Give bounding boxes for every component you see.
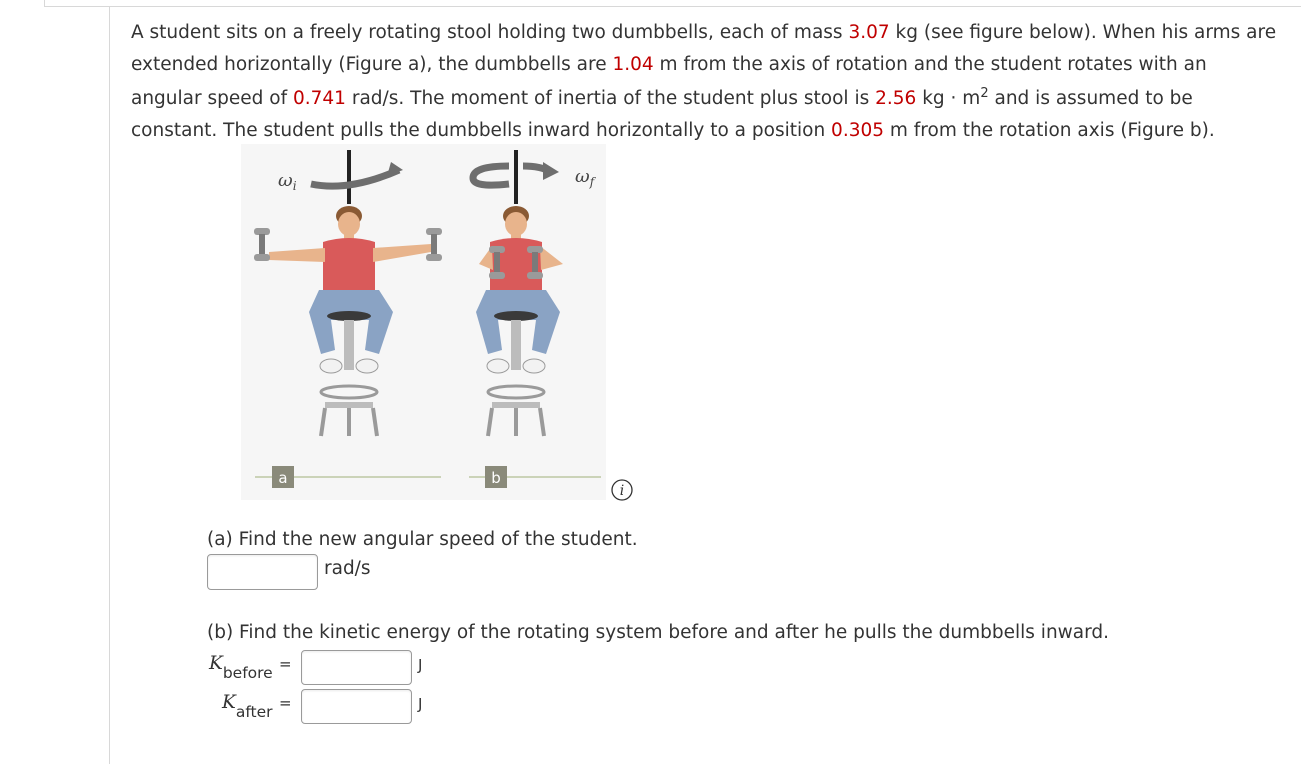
right-arm-a <box>373 244 431 262</box>
k-before-answer-box[interactable] <box>301 650 412 685</box>
part-b-question: (b) Find the kinetic energy of the rotating system before and after he pulls the dumbbells inward. <box>207 622 1110 643</box>
stool-ring-a <box>321 386 377 398</box>
problem-text-segment: A student sits on a freely rotating stool holding two dumbbells, each of mass <box>131 22 849 43</box>
dumbbell-right-top-b <box>527 246 543 253</box>
initial-angular-speed-value: 0.741 <box>292 88 346 109</box>
stool-leg-b <box>488 408 492 436</box>
initial-distance-value: 1.04 <box>612 54 654 75</box>
label-a-text: a <box>278 469 288 487</box>
part-a-question: (a) Find the new angular speed of the student. <box>207 529 638 550</box>
k-after-unit: J <box>418 695 423 713</box>
shoe-left-b <box>487 359 509 373</box>
arrow-head-b <box>543 162 559 180</box>
rotating-stool-figure <box>241 144 606 500</box>
k-before-unit: J <box>418 656 423 674</box>
dumbbell-right-bar-b <box>532 252 538 274</box>
rotation-arrow-a <box>311 170 399 186</box>
head-b <box>505 212 527 236</box>
rotation-arrow-b <box>473 166 509 185</box>
dumbbell-right-top-a <box>426 228 442 235</box>
stool-ring-b <box>488 386 544 398</box>
frame-left-border <box>109 7 110 764</box>
label-b-text: b <box>491 469 501 487</box>
k-after-input[interactable] <box>302 690 411 723</box>
problem-line-2 <box>131 49 1301 81</box>
k-symbol: K <box>209 653 223 674</box>
final-distance-value: 0.305 <box>831 120 885 141</box>
stool-post-b <box>511 320 521 370</box>
dumbbell-left-top-b <box>489 246 505 253</box>
equals-sign-before: = <box>279 655 292 673</box>
dumbbell-mass-value: 3.07 <box>848 22 890 43</box>
moment-of-inertia-value: 2.56 <box>875 88 917 109</box>
figure-a-student <box>254 150 442 488</box>
dumbbell-left-top-a <box>254 228 270 235</box>
dumbbell-right-bar-a <box>431 234 437 256</box>
shoe-right-a <box>356 359 378 373</box>
problem-statement <box>131 17 1301 147</box>
problem-text-segment: m from the rotation axis (Figure b). <box>884 120 1215 141</box>
stool-leg-b <box>540 408 544 436</box>
stool-base-a <box>325 402 373 408</box>
dumbbell-right-bottom-a <box>426 254 442 261</box>
right-arm-b <box>540 246 563 270</box>
omega-i-label: $\omega_i$ <box>278 170 297 193</box>
k-after-answer-box[interactable] <box>301 689 412 724</box>
dumbbell-left-bottom-b <box>489 272 505 279</box>
stool-base-b <box>492 402 540 408</box>
stool-seat-a <box>327 311 371 321</box>
problem-text-segment: and is assumed to be <box>988 88 1193 109</box>
k-before-input[interactable] <box>302 651 411 684</box>
k-after-subscript: after <box>235 703 273 721</box>
problem-line-1 <box>131 17 1301 49</box>
k-symbol: K <box>222 692 236 713</box>
shirt-a <box>323 238 375 290</box>
dumbbell-right-bottom-b <box>527 272 543 279</box>
info-icon-glyph: i <box>619 483 625 499</box>
figure-b-student <box>469 150 601 488</box>
superscript-2: 2 <box>980 86 989 101</box>
stool-leg-a <box>321 408 325 436</box>
problem-text-segment: extended horizontally (Figure a), the dumbbells are <box>131 54 613 75</box>
stool-post-a <box>344 320 354 370</box>
figure-illustration <box>241 144 606 500</box>
k-before-label <box>209 652 273 682</box>
info-icon[interactable] <box>611 479 633 501</box>
problem-line-3 <box>131 83 1301 115</box>
angular-speed-input[interactable] <box>208 555 317 589</box>
dumbbell-left-bar-b <box>494 252 500 274</box>
head-a <box>338 212 360 236</box>
shoe-right-b <box>523 359 545 373</box>
problem-text-segment: kg (see figure below). When his arms are <box>889 22 1277 43</box>
angular-speed-unit: rad/s <box>324 558 371 579</box>
k-after-label <box>222 691 273 721</box>
problem-text-segment: rad/s. The moment of inertia of the student plus stool is <box>345 88 876 109</box>
dumbbell-left-bar-a <box>259 234 265 256</box>
stool-leg-a <box>373 408 377 436</box>
left-arm-a <box>269 248 325 262</box>
problem-text-segment: kg · m <box>916 88 981 109</box>
problem-text-segment: angular speed of <box>131 88 293 109</box>
problem-line-4 <box>131 115 1301 147</box>
omega-f-label: $\omega_f$ <box>575 166 595 189</box>
equals-sign-after: = <box>279 694 292 712</box>
dumbbell-left-bottom-a <box>254 254 270 261</box>
problem-text-segment: m from the axis of rotation and the student rotates with an <box>653 54 1207 75</box>
k-before-subscript: before <box>222 664 273 682</box>
stool-seat-b <box>494 311 538 321</box>
problem-text-segment: constant. The student pulls the dumbbells inward horizontally to a position <box>131 120 832 141</box>
angular-speed-answer-box[interactable] <box>207 554 318 590</box>
frame-top-border <box>44 0 1301 7</box>
shoe-left-a <box>320 359 342 373</box>
